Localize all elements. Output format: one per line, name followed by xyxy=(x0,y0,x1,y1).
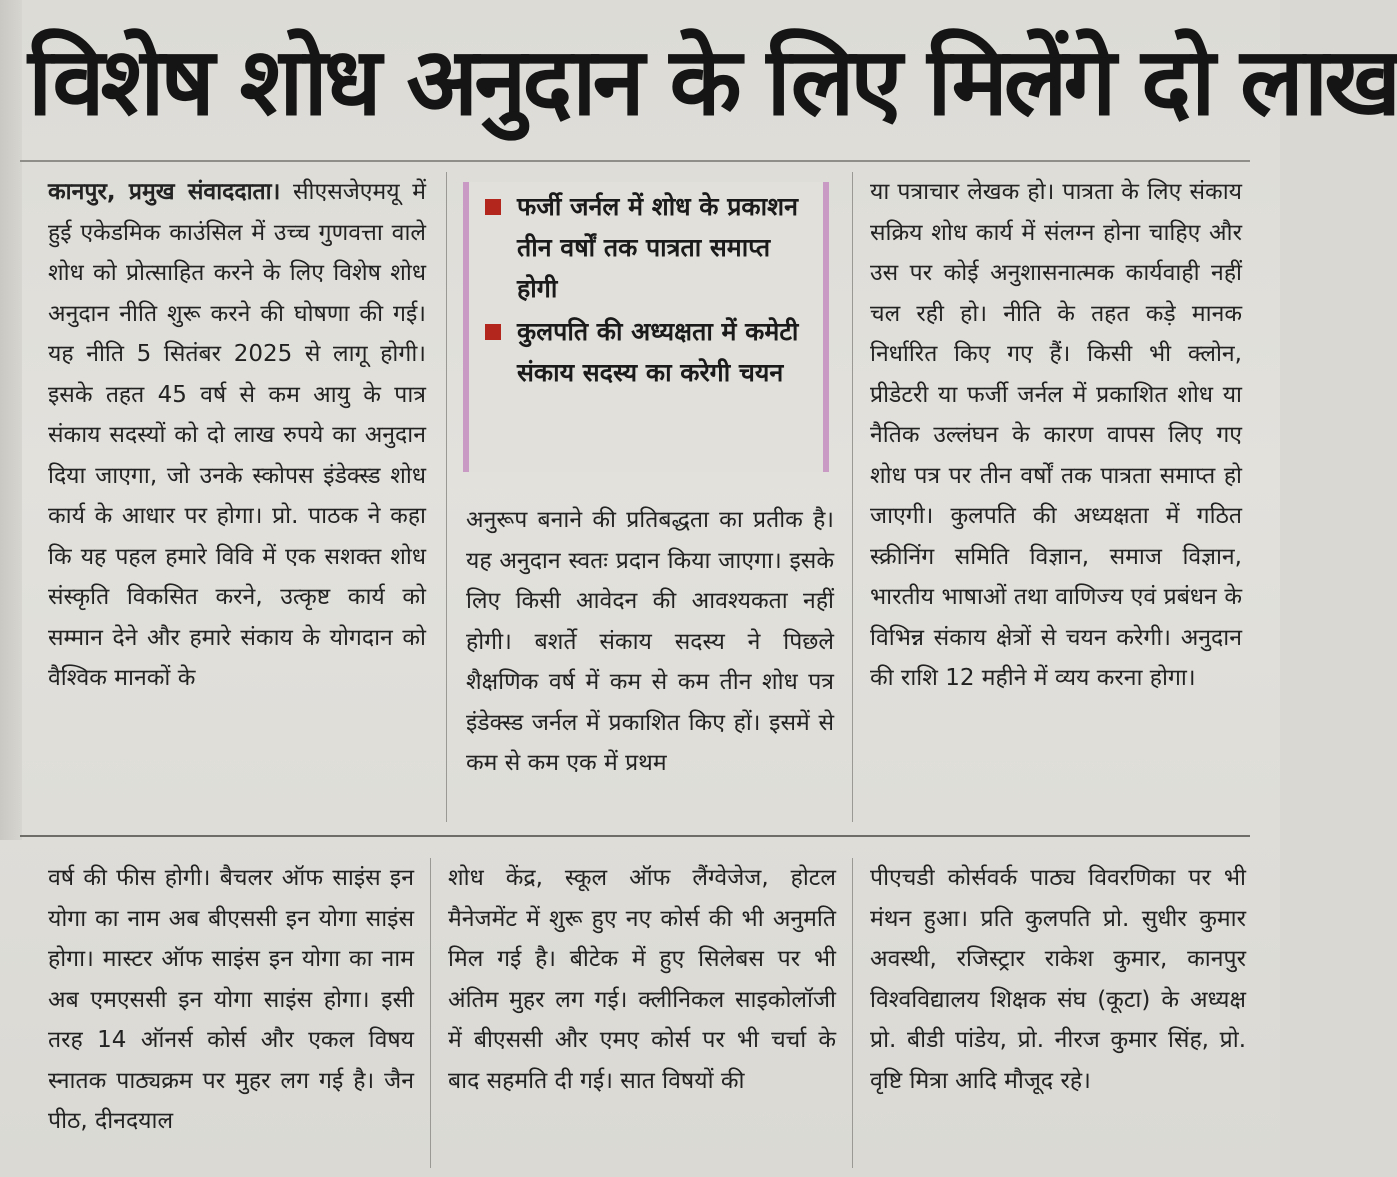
highlight-item xyxy=(481,186,811,309)
article-column-2 xyxy=(466,500,834,822)
highlight-text: कुलपति की अध्यक्षता में कमेटी संकाय सदस्य का करेगी चयन xyxy=(517,317,799,387)
highlight-text: फर्जी जर्नल में शोध के प्रकाशन तीन वर्षों तक पात्रता समाप्त होगी xyxy=(517,192,798,303)
article-column-3 xyxy=(870,172,1242,822)
lower-story-column-2 xyxy=(448,858,836,1168)
highlights-box xyxy=(463,182,829,472)
column-rule xyxy=(430,858,431,1168)
lower-story-column-3-text: पीएचडी कोर्सवर्क पाठ्य विवरणिका पर भी मंथन हुआ। प्रति कुलपति प्रो. सुधीर कुमार अवस्थी, रजिस्ट्रार राकेश कुमार, कानपुर विश्वविद्यालय शिक्षक संघ (कूटा) के अध्यक्ष प्रो. बीडी पांडेय, प्रो. नीरज कुमार सिंह, प्रो. वृष्टि मित्रा आदि मौजूद रहे। xyxy=(870,865,1246,1094)
square-bullet-icon xyxy=(485,324,501,340)
headline: विशेष शोध अनुदान के लिए मिलेंगे दो लाख xyxy=(28,28,1397,137)
highlight-item xyxy=(481,311,811,393)
article-column-2-text: अनुरूप बनाने की प्रतिबद्धता का प्रतीक है। यह अनुदान स्वतः प्रदान किया जाएगा। इसके लिए किसी आवेदन की आवश्यकता नहीं होगी। बशर्ते संकाय सदस्य ने पिछले शैक्षणिक वर्ष में कम से कम तीन शोध पत्र इंडेक्स्ड जर्नल में प्रकाशित किए हों। इसमें से कम से कम एक में प्रथम xyxy=(466,507,834,776)
column-rule xyxy=(852,858,853,1168)
lower-story-column-1-text: वर्ष की फीस होगी। बैचलर ऑफ साइंस इन योगा का नाम अब बीएससी इन योगा साइंस होगा। मास्टर ऑफ साइंस इन योगा का नाम अब एमएससी इन योगा साइंस होगा। इसी तरह 14 ऑनर्स कोर्स और एकल विषय स्नातक पाठ्यक्रम पर मुहर लग गई है। जैन पीठ, दीनदयाल xyxy=(48,865,414,1134)
lower-story-column-1 xyxy=(48,858,414,1168)
dateline: कानपुर, प्रमुख संवाददाता। xyxy=(48,179,281,205)
lower-story-column-3 xyxy=(870,858,1246,1168)
adjacent-column-edge xyxy=(0,0,22,840)
article-column-1-text: सीएसजेएमयू में हुई एकेडमिक काउंसिल में उच्च गुणवत्ता वाले शोध को प्रोत्साहित करने के लिए विशेष शोध अनुदान नीति शुरू करने की घोषणा की गई। यह नीति 5 सितंबर 2025 से लागू होगी। इसके तहत 45 वर्ष से कम आयु के पात्र संकाय सदस्यों को दो लाख रुपये का अनुदान दिया जाएगा, जो उनके स्कोपस इंडेक्स्ड शोध कार्य के आधार पर होगा। प्रो. पाठक ने कहा कि यह पहल हमारे विवि में एक सशक्त शोध संस्कृति विकसित करने, उत्कृष्ट कार्य को सम्मान देने और हमारे संकाय के योगदान को वैश्विक मानकों के xyxy=(48,179,426,691)
article-column-1 xyxy=(48,172,426,822)
lower-story-column-2-text: शोध केंद्र, स्कूल ऑफ लैंग्वेजेज, होटल मैनेजमेंट में शुरू हुए नए कोर्स की भी अनुमति मिल गई है। बीटेक में हुए सिलेबस पर भी अंतिम मुहर लग गई। क्लीनिकल साइकोलॉजी में बीएससी और एमए कोर्स पर भी चर्चा के बाद सहमति दी गई। सात विषयों की xyxy=(448,865,836,1094)
column-rule xyxy=(446,172,447,822)
article-column-3-text: या पत्राचार लेखक हो। पात्रता के लिए संकाय सक्रिय शोध कार्य में संलग्न होना चाहिए और उस पर कोई अनुशासनात्मक कार्यवाही नहीं चल रही हो। नीति के तहत कड़े मानक निर्धारित किए गए हैं। किसी भी क्लोन, प्रीडेटरी या फर्जी जर्नल में प्रकाशित शोध या नैतिक उल्लंघन के कारण वापस लिए गए शोध पत्र पर तीन वर्षों तक पात्रता समाप्त हो जाएगी। कुलपति की अध्यक्षता में गठित स्क्रीनिंग समिति विज्ञान, समाज विज्ञान, भारतीय भाषाओं तथा वाणिज्य एवं प्रबंधन के विभिन्न संकाय क्षेत्रों से चयन करेगी। अनुदान की राशि 12 महीने में व्यय करना होगा। xyxy=(870,179,1242,691)
square-bullet-icon xyxy=(485,199,501,215)
column-rule xyxy=(852,172,853,822)
